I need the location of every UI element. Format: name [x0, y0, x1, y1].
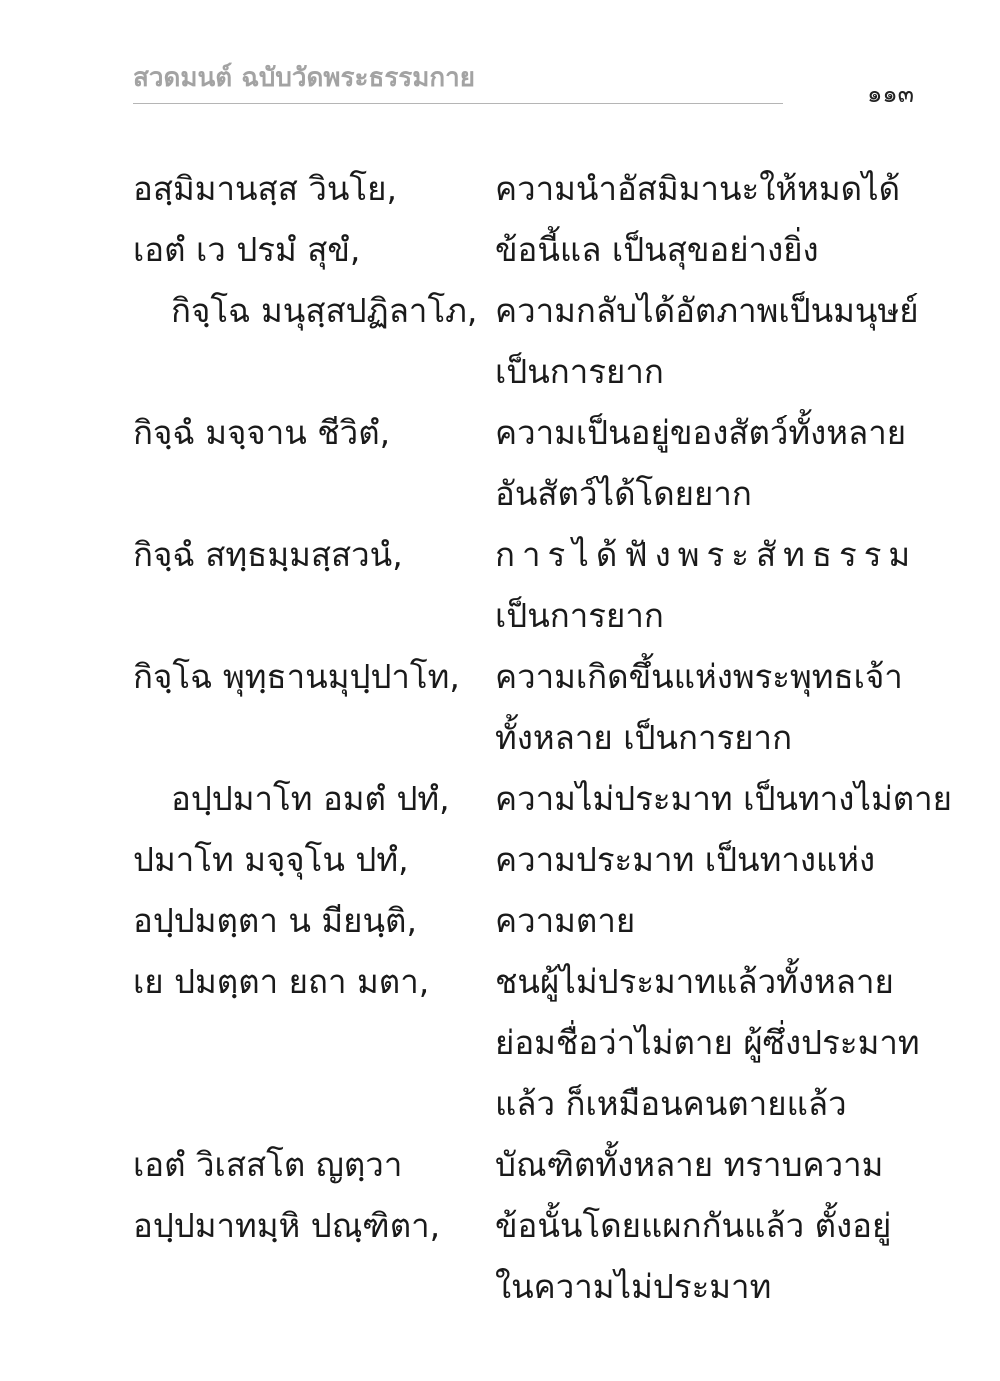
verse-row: [133, 829, 923, 890]
thai-translation: [495, 524, 923, 646]
thai-translation: [495, 829, 923, 890]
thai-translation-line: ความเกิดขึ้นแห่งพระพุทธเจ้า: [495, 657, 903, 696]
thai-translation-line: แล้ว ก็เหมือนคนตายแล้ว: [495, 1084, 847, 1123]
thai-translation: [495, 158, 923, 219]
thai-translation-line: ความไม่ประมาท เป็นทางไม่ตาย: [495, 779, 952, 818]
verse-row: [133, 646, 923, 768]
verse-list: [133, 158, 952, 1317]
verse-row: [133, 1195, 923, 1317]
page-number: ๑๑๓: [867, 80, 914, 108]
thai-translation-line: ความเป็นอยู่ของสัตว์ทั้งหลาย: [495, 413, 907, 452]
thai-translation-line: ในความไม่ประมาท: [495, 1267, 772, 1306]
verse-row: [133, 768, 952, 829]
thai-translation-line: อันสัตว์ได้โดยยาก: [495, 474, 752, 513]
header-divider: [133, 103, 783, 104]
pali-verse: อปฺปมาโท อมตํ ปทํ,: [171, 779, 450, 818]
thai-translation-line: ความประมาท เป็นทางแห่ง: [495, 840, 876, 879]
verse-row: [133, 890, 923, 951]
thai-translation: [495, 402, 923, 524]
thai-translation: [495, 951, 923, 1134]
thai-translation-line: บัณฑิตทั้งหลาย ทราบความ: [495, 1145, 884, 1184]
thai-translation: [495, 646, 923, 768]
thai-translation-line: ข้อนั้นโดยแผกกันแล้ว ตั้งอยู่: [495, 1206, 892, 1245]
thai-translation-line: การได้ฟังพระสัทธรรม: [495, 535, 918, 574]
pali-verse: เย ปมตฺตา ยถา มตา,: [133, 962, 430, 1001]
thai-translation-line: ข้อนี้แล เป็นสุขอย่างยิ่ง: [495, 230, 819, 269]
thai-translation: [495, 219, 923, 280]
verse-row: [133, 280, 923, 402]
verse-row: [133, 219, 923, 280]
thai-translation: [495, 280, 923, 402]
thai-translation-line: ความนำอัสมิมานะให้หมดได้: [495, 169, 901, 208]
pali-verse: ปมาโท มจฺจุโน ปทํ,: [133, 840, 409, 879]
thai-translation-line: ทั้งหลาย เป็นการยาก: [495, 718, 793, 757]
pali-verse: เอตํ วิเสสโต ญตฺวา: [133, 1145, 403, 1184]
thai-translation-line: ชนผู้ไม่ประมาทแล้วทั้งหลาย: [495, 962, 894, 1001]
verse-row: [133, 951, 923, 1134]
verse-row: [133, 402, 923, 524]
thai-translation-line: เป็นการยาก: [495, 352, 664, 391]
verse-row: [133, 524, 923, 646]
thai-translation: [495, 890, 923, 951]
thai-translation: [495, 1195, 923, 1317]
pali-verse: กิจฺฉํ มจฺจาน ชีวิตํ,: [133, 413, 391, 452]
pali-verse: เอตํ เว ปรมํ สุขํ,: [133, 230, 361, 269]
thai-translation-line: ความกลับได้อัตภาพเป็นมนุษย์: [495, 291, 919, 330]
verse-row: [133, 1134, 923, 1195]
pali-verse: อปฺปมาทมฺหิ ปณฺฑิตา,: [133, 1206, 441, 1245]
thai-translation: [495, 768, 952, 829]
thai-translation: [495, 1134, 923, 1195]
thai-translation-line: ความตาย: [495, 901, 636, 940]
pali-verse: กิจฺโฉ มนุสฺสปฏิลาโภ,: [171, 291, 478, 330]
pali-verse: กิจฺฉํ สทฺธมฺมสฺสวนํ,: [133, 535, 403, 574]
pali-verse: อสฺมิมานสฺส วินโย,: [133, 169, 397, 208]
running-header-title: สวดมนต์ ฉบับวัดพระธรรมกาย: [133, 63, 475, 93]
pali-verse: อปฺปมตฺตา น มียนฺติ,: [133, 901, 417, 940]
thai-translation-line: เป็นการยาก: [495, 596, 664, 635]
thai-translation-line: ย่อมชื่อว่าไม่ตาย ผู้ซึ่งประมาท: [495, 1023, 920, 1062]
verse-row: [133, 158, 923, 219]
pali-verse: กิจฺโฉ พุทฺธานมุปฺปาโท,: [133, 657, 460, 696]
